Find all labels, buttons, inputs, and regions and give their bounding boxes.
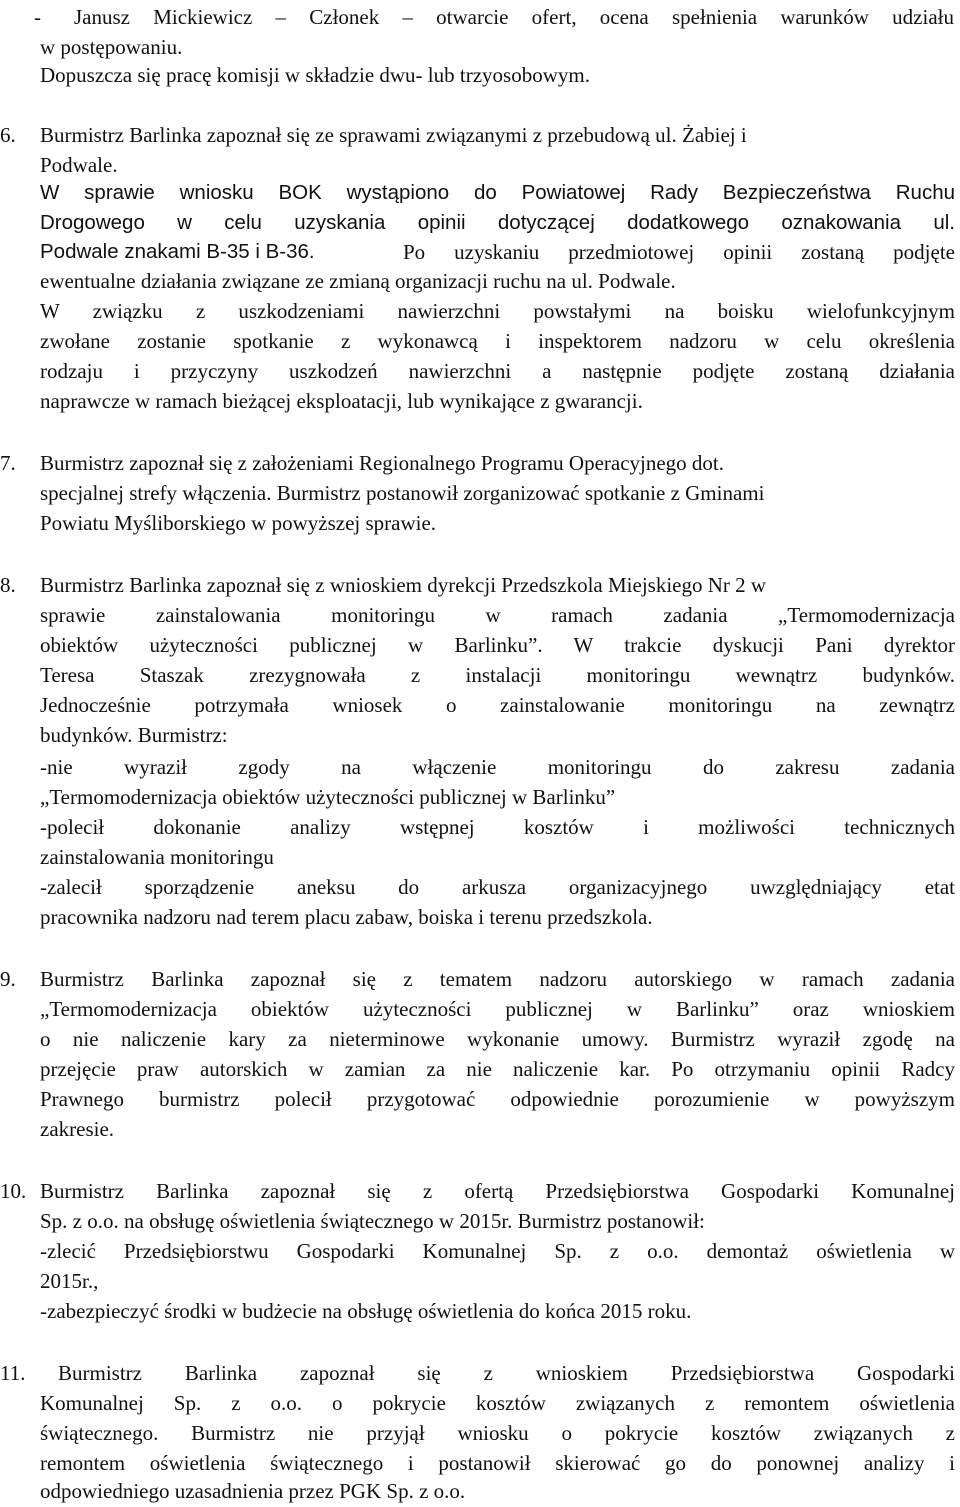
- text-line: -zalecił sporządzenie aneksu do arkusza organizacyjnego uwzględniający etat: [40, 875, 955, 899]
- text-line: Burmistrz Barlinka zapoznał się ze sprawami związanymi z przebudową ul. Żabiej i: [40, 123, 747, 147]
- text-line: -polecił dokonanie analizy wstępnej kosztów i możliwości technicznych: [40, 815, 955, 839]
- text-line: Burmistrz Barlinka zapoznał się z ofertą Przedsiębiorstwa Gospodarki Komunalnej: [40, 1179, 955, 1203]
- text-line: „Termomodernizacja obiektów użyteczności publicznej w Barlinku” oraz wnioskiem: [40, 997, 955, 1021]
- text-line: odpowiedniego uzasadnienia przez PGK Sp. z o.o.: [40, 1479, 466, 1503]
- text-line: zwołane zostanie spotkanie z wykonawcą i inspektorem nadzoru w celu określenia: [40, 329, 955, 353]
- text-line: Dopuszcza się pracę komisji w składzie dwu- lub trzyosobowym.: [40, 63, 590, 87]
- text-line: w postępowaniu.: [40, 35, 183, 59]
- text-line: Sp. z o.o. na obsługę oświetlenia świątecznego w 2015r. Burmistrz postanowił:: [40, 1209, 705, 1233]
- text-line: Po uzyskaniu przedmiotowej opinii zostaną podjęte: [403, 240, 955, 264]
- text-line: specjalnej strefy włączenia. Burmistrz postanowił zorganizować spotkanie z Gminami: [40, 481, 765, 505]
- item-number: 9.: [0, 967, 16, 991]
- text-line: Jednocześnie potrzymała wniosek o zainstalowanie monitoringu na zewnątrz: [40, 693, 955, 717]
- text-line: rodzaju i przyczyny uszkodzeń nawierzchni a następnie podjęte zostaną działania: [40, 359, 955, 383]
- text-line: W sprawie wniosku BOK wystąpiono do Powiatowej Rady Bezpieczeństwa Ruchu: [40, 181, 955, 204]
- text-line: sprawie zainstalowania monitoringu w ramach zadania „Termomodernizacja: [40, 603, 955, 627]
- text-line: obiektów użyteczności publicznej w Barlinku”. W trakcie dyskucji Pani dyrektor: [40, 633, 955, 657]
- text-line: Drogowego w celu uzyskania opinii dotyczącej dodatkowego oznakowania ul.: [40, 211, 955, 234]
- text-line: Burmistrz Barlinka zapoznał się z wnioskiem Przedsiębiorstwa Gospodarki: [58, 1361, 955, 1385]
- item-number: 11.: [0, 1361, 26, 1385]
- text-line: 2015r.,: [40, 1269, 99, 1293]
- text-line: -zlecić Przedsiębiorstwu Gospodarki Komunalnej Sp. z o.o. demontaż oświetlenia w: [40, 1239, 955, 1263]
- item-number: 6.: [0, 123, 16, 147]
- text-line: Burmistrz Barlinka zapoznał się z tematem nadzoru autorskiego w ramach zadania: [40, 967, 955, 991]
- text-line: W związku z uszkodzeniami nawierzchni powstałymi na boisku wielofunkcyjnym: [40, 299, 955, 323]
- list-dash: -: [34, 5, 41, 29]
- text-line: Prawnego burmistrz polecił przygotować odpowiednie porozumienie w powyższym: [40, 1087, 955, 1111]
- text-line: Janusz Mickiewicz – Członek – otwarcie ofert, ocena spełnienia warunków udziału: [74, 5, 954, 29]
- text-line: Komunalnej Sp. z o.o. o pokrycie kosztów związanych z remontem oświetlenia: [40, 1391, 955, 1415]
- text-line: przejęcie praw autorskich w zamian za nie naliczenie kar. Po otrzymaniu opinii Radcy: [40, 1057, 955, 1081]
- item-number: 7.: [0, 451, 16, 475]
- text-line: budynków. Burmistrz:: [40, 723, 228, 747]
- item-number: 10.: [0, 1179, 27, 1203]
- text-line: Burmistrz zapoznał się z założeniami Regionalnego Programu Operacyjnego dot.: [40, 451, 725, 475]
- text-line: Podwale znakami B-35 i B-36.: [40, 240, 315, 263]
- text-line: -zabezpieczyć środki w budżecie na obsługę oświetlenia do końca 2015 roku.: [40, 1299, 692, 1323]
- text-line: ewentualne działania związane ze zmianą organizacji ruchu na ul. Podwale.: [40, 269, 676, 293]
- text-line: Powiatu Myśliborskiego w powyższej sprawie.: [40, 511, 437, 535]
- text-line: Burmistrz Barlinka zapoznał się z wnioskiem dyrekcji Przedszkola Miejskiego Nr 2 w: [40, 573, 767, 597]
- text-line: o nie naliczenie kary za nieterminowe wykonanie umowy. Burmistrz wyraził zgodę na: [40, 1027, 955, 1051]
- text-line: świątecznego. Burmistrz nie przyjął wniosku o pokrycie kosztów związanych z: [40, 1421, 955, 1445]
- text-line: zainstalowania monitoringu: [40, 845, 274, 869]
- text-line: „Termomodernizacja obiektów użyteczności publicznej w Barlinku”: [40, 785, 616, 809]
- text-line: naprawcze w ramach bieżącej eksploatacji, lub wynikające z gwarancji.: [40, 389, 643, 413]
- text-line: zakresie.: [40, 1117, 115, 1141]
- text-line: Teresa Staszak zrezygnowała z instalacji monitoringu wewnątrz budynków.: [40, 663, 955, 687]
- text-line: remontem oświetlenia świątecznego i postanowił skierować go do ponownej analizy i: [40, 1451, 955, 1475]
- text-line: Podwale.: [40, 153, 118, 177]
- text-line: -nie wyraził zgody na włączenie monitoringu do zakresu zadania: [40, 755, 955, 779]
- text-line: pracownika nadzoru nad terem placu zabaw, boiska i terenu przedszkola.: [40, 905, 653, 929]
- item-number: 8.: [0, 573, 16, 597]
